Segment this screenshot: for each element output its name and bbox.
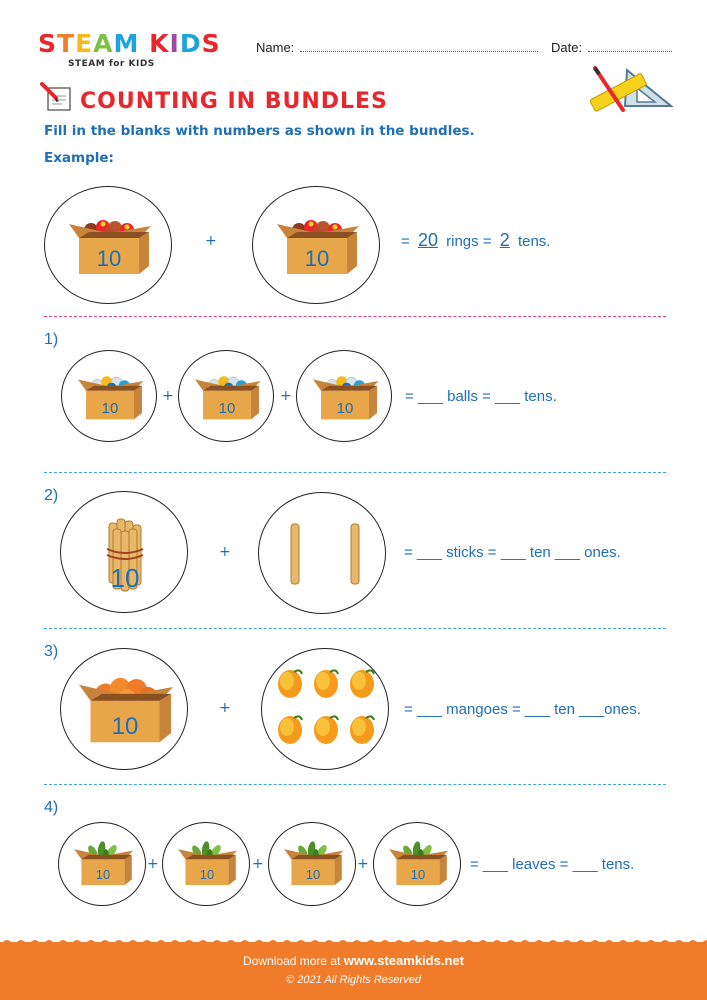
leaves-box-icon: [374, 823, 462, 907]
stick-bundle-circle: [60, 491, 188, 613]
question-number: 1): [44, 331, 59, 348]
name-label: Name:: [256, 40, 295, 55]
question-4-equation[interactable]: = ___ leaves = ___ tens.: [470, 856, 635, 873]
ball-bundle-circle: [296, 350, 392, 442]
rings-box-icon: [253, 187, 381, 305]
unit-label: rings: [446, 233, 479, 250]
box-number: 10: [410, 867, 426, 882]
footer-bar: [0, 942, 707, 1000]
box-number: 10: [111, 713, 139, 740]
example-answer-2: 2: [499, 230, 510, 250]
footer-download: [0, 953, 707, 968]
box-number: 10: [95, 867, 111, 882]
leaf-bundle-circle: [162, 822, 250, 906]
ball-bundle-circle: [61, 350, 157, 442]
loose-mangoes-circle: [261, 648, 389, 770]
mangoes-icon: [262, 649, 390, 771]
plus-sign: +: [205, 233, 217, 249]
box-number: 10: [218, 400, 236, 417]
sticks-bundle-icon: [61, 492, 189, 614]
equals-sign: =: [482, 233, 492, 250]
balls-box-icon: [297, 351, 393, 443]
logo-letter: I: [169, 29, 180, 58]
loose-sticks-circle: [258, 492, 386, 614]
logo-letter: E: [75, 29, 94, 58]
date-line[interactable]: [588, 40, 672, 52]
logo-letter: T: [57, 29, 76, 58]
example-bundle-circle-1: [44, 186, 172, 304]
site-link[interactable]: www.steamkids.net: [343, 953, 464, 968]
logo-letter: S: [38, 29, 58, 58]
box-number: 10: [96, 246, 122, 271]
logo-title: [38, 30, 221, 58]
example-bundle-circle-2: [252, 186, 380, 304]
box-number: 10: [101, 400, 119, 417]
box-number: 10: [110, 563, 140, 593]
ball-bundle-circle: [178, 350, 274, 442]
plus-sign: +: [162, 388, 174, 404]
leaf-bundle-circle: [373, 822, 461, 906]
leaf-bundle-circle: [268, 822, 356, 906]
separator: [44, 316, 666, 317]
question-2-equation[interactable]: = ___ sticks = ___ ten ___ ones.: [404, 544, 621, 561]
logo-subtitle: STEAM for KIDS: [68, 59, 155, 69]
box-number: 10: [304, 246, 330, 271]
question-number: 4): [44, 799, 59, 816]
single-sticks-icon: [259, 493, 387, 615]
separator: [44, 784, 666, 785]
question-number: 3): [44, 643, 59, 660]
box-number: 10: [305, 867, 321, 882]
rings-box-icon: [45, 187, 173, 305]
example-label: Example:: [44, 150, 114, 166]
separator: [44, 472, 666, 473]
leaf-bundle-circle: [58, 822, 146, 906]
question-number: 2): [44, 487, 59, 504]
box-number: 10: [199, 867, 215, 882]
balls-box-icon: [62, 351, 158, 443]
plus-sign: +: [280, 388, 292, 404]
plus-sign: +: [252, 856, 264, 872]
logo-letter: K: [149, 29, 170, 58]
plus-sign: +: [147, 856, 159, 872]
logo-letter: A: [93, 29, 114, 58]
tail-label: tens.: [517, 233, 551, 250]
date-label: Date:: [551, 40, 583, 55]
name-line[interactable]: [300, 40, 538, 52]
name-field[interactable]: [256, 40, 538, 55]
logo-letter: M: [113, 29, 140, 58]
instruction-text: Fill in the blanks with numbers as shown in the bundles.: [44, 123, 475, 139]
equals-sign: =: [401, 233, 410, 250]
box-number: 10: [336, 400, 354, 417]
separator: [44, 628, 666, 629]
leaves-box-icon: [163, 823, 251, 907]
footer-copyright: © 2021 All Rights Reserved: [286, 974, 421, 986]
question-3-equation[interactable]: = ___ mangoes = ___ ten ___ones.: [404, 701, 641, 718]
orange-bundle-circle: [60, 648, 188, 770]
balls-box-icon: [179, 351, 275, 443]
plus-sign: +: [219, 700, 231, 716]
example-answer-1: 20: [417, 230, 438, 250]
download-text: Download more at: [243, 954, 341, 968]
oranges-box-icon: [61, 649, 189, 771]
plus-sign: +: [219, 544, 231, 560]
logo-letter: D: [179, 29, 202, 58]
steam-kids-logo: [38, 30, 221, 69]
leaves-box-icon: [269, 823, 357, 907]
example-equation: [401, 230, 550, 251]
leaves-box-icon: [59, 823, 147, 907]
worksheet-title: COUNTING IN BUNDLES: [80, 89, 388, 114]
logo-letter: S: [201, 29, 221, 58]
ruler-triangle-icon: [585, 62, 675, 117]
plus-sign: +: [357, 856, 369, 872]
question-1-equation[interactable]: = ___ balls = ___ tens.: [405, 388, 557, 405]
worksheet-pencil-icon: [40, 82, 74, 112]
date-field[interactable]: [551, 40, 672, 55]
logo-letter: [139, 30, 149, 58]
